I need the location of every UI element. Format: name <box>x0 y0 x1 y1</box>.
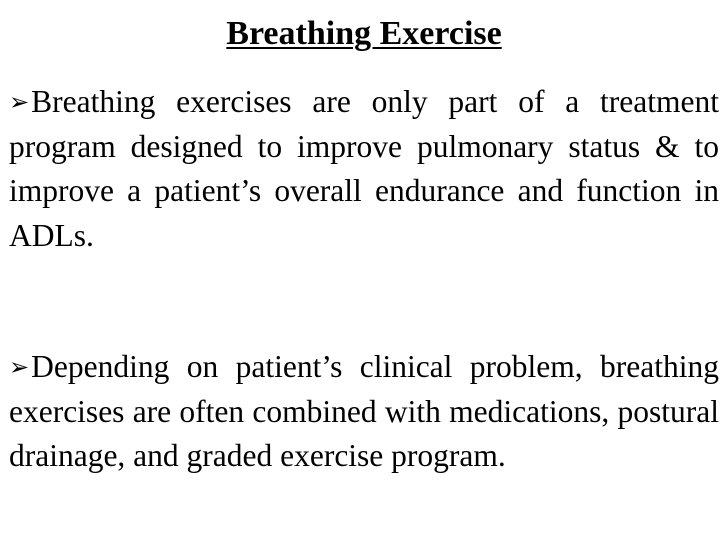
bullet-item <box>9 80 719 258</box>
arrow-bullet-icon: ➢ <box>9 88 30 116</box>
slide-title: Breathing Exercise <box>226 15 502 52</box>
bullet-item <box>9 345 719 479</box>
arrow-bullet-icon: ➢ <box>9 353 30 381</box>
bullet-text: Depending on patient’s clinical problem, breathing exercises are often combined with medications, postural drainage, and graded exercise program. <box>9 349 719 473</box>
bullet-text: Breathing exercises are only part of a treatment program designed to improve pulmonary status & to improve a patient’s overall endurance and function in ADLs. <box>9 84 719 253</box>
